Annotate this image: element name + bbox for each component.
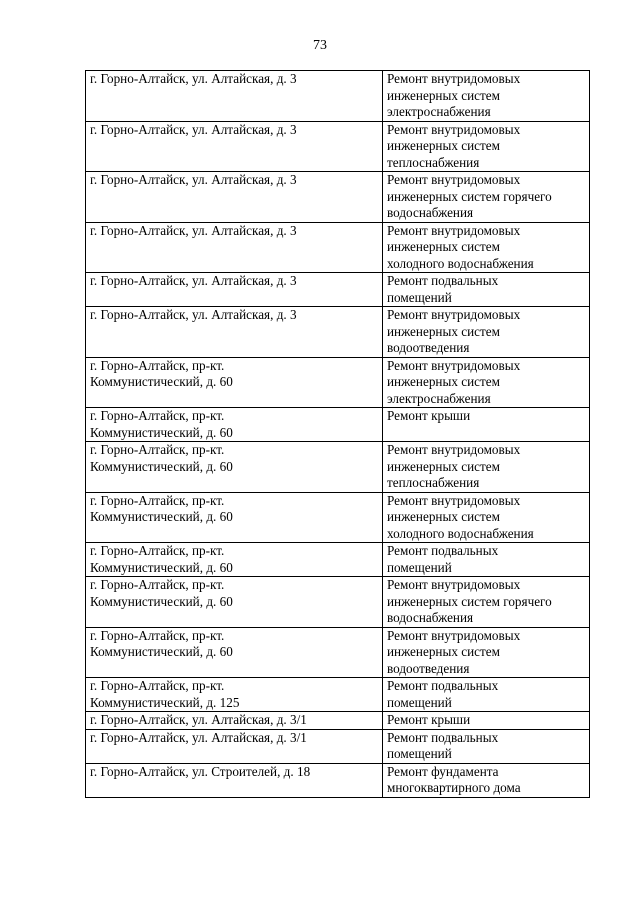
table-row <box>86 678 590 712</box>
address-cell: г. Горно-Алтайск, ул. Строителей, д. 18 <box>86 763 383 797</box>
address-cell: г. Горно-Алтайск, пр-кт. Коммунистический, д. 60 <box>86 357 383 408</box>
work-type-cell: Ремонт подвальных помещений <box>383 273 590 307</box>
address-cell: г. Горно-Алтайск, пр-кт. Коммунистический, д. 60 <box>86 543 383 577</box>
address-cell: г. Горно-Алтайск, ул. Алтайская, д. 3 <box>86 172 383 223</box>
address-cell: г. Горно-Алтайск, ул. Алтайская, д. 3 <box>86 222 383 273</box>
address-cell: г. Горно-Алтайск, ул. Алтайская, д. 3/1 <box>86 712 383 730</box>
address-cell: г. Горно-Алтайск, пр-кт. Коммунистический, д. 125 <box>86 678 383 712</box>
work-type-cell: Ремонт фундамента многоквартирного дома <box>383 763 590 797</box>
table-row <box>86 442 590 493</box>
work-type-cell: Ремонт внутридомовых инженерных систем теплоснабжения <box>383 121 590 172</box>
table-row <box>86 408 590 442</box>
address-cell: г. Горно-Алтайск, пр-кт. Коммунистический, д. 60 <box>86 627 383 678</box>
work-type-cell: Ремонт внутридомовых инженерных систем горячего водоснабжения <box>383 577 590 628</box>
work-type-cell: Ремонт крыши <box>383 712 590 730</box>
address-cell: г. Горно-Алтайск, ул. Алтайская, д. 3 <box>86 121 383 172</box>
address-cell: г. Горно-Алтайск, ул. Алтайская, д. 3/1 <box>86 729 383 763</box>
work-type-cell: Ремонт подвальных помещений <box>383 729 590 763</box>
table-row <box>86 121 590 172</box>
work-type-cell: Ремонт внутридомовых инженерных систем холодного водоснабжения <box>383 222 590 273</box>
address-cell: г. Горно-Алтайск, ул. Алтайская, д. 3 <box>86 273 383 307</box>
address-cell: г. Горно-Алтайск, пр-кт. Коммунистический, д. 60 <box>86 442 383 493</box>
work-type-cell: Ремонт внутридомовых инженерных систем холодного водоснабжения <box>383 492 590 543</box>
work-type-cell: Ремонт внутридомовых инженерных систем водоотведения <box>383 627 590 678</box>
table-row <box>86 577 590 628</box>
table-row <box>86 222 590 273</box>
work-type-cell: Ремонт крыши <box>383 408 590 442</box>
table-row <box>86 492 590 543</box>
table-row <box>86 712 590 730</box>
works-table <box>85 70 590 798</box>
work-type-cell: Ремонт внутридомовых инженерных систем теплоснабжения <box>383 442 590 493</box>
work-type-cell: Ремонт внутридомовых инженерных систем водоотведения <box>383 307 590 358</box>
address-cell: г. Горно-Алтайск, пр-кт. Коммунистический, д. 60 <box>86 577 383 628</box>
works-table-body <box>86 71 590 798</box>
table-row <box>86 357 590 408</box>
page-number: 73 <box>313 38 327 53</box>
address-cell: г. Горно-Алтайск, ул. Алтайская, д. 3 <box>86 307 383 358</box>
work-type-cell: Ремонт подвальных помещений <box>383 543 590 577</box>
table-row <box>86 71 590 122</box>
work-type-cell: Ремонт внутридомовых инженерных систем горячего водоснабжения <box>383 172 590 223</box>
work-type-cell: Ремонт подвальных помещений <box>383 678 590 712</box>
table-row <box>86 627 590 678</box>
address-cell: г. Горно-Алтайск, пр-кт. Коммунистический, д. 60 <box>86 408 383 442</box>
table-row <box>86 763 590 797</box>
table-row <box>86 307 590 358</box>
work-type-cell: Ремонт внутридомовых инженерных систем электроснабжения <box>383 357 590 408</box>
address-cell: г. Горно-Алтайск, ул. Алтайская, д. 3 <box>86 71 383 122</box>
table-row <box>86 543 590 577</box>
table-row <box>86 273 590 307</box>
table-row <box>86 172 590 223</box>
address-cell: г. Горно-Алтайск, пр-кт. Коммунистический, д. 60 <box>86 492 383 543</box>
table-row <box>86 729 590 763</box>
work-type-cell: Ремонт внутридомовых инженерных систем электроснабжения <box>383 71 590 122</box>
